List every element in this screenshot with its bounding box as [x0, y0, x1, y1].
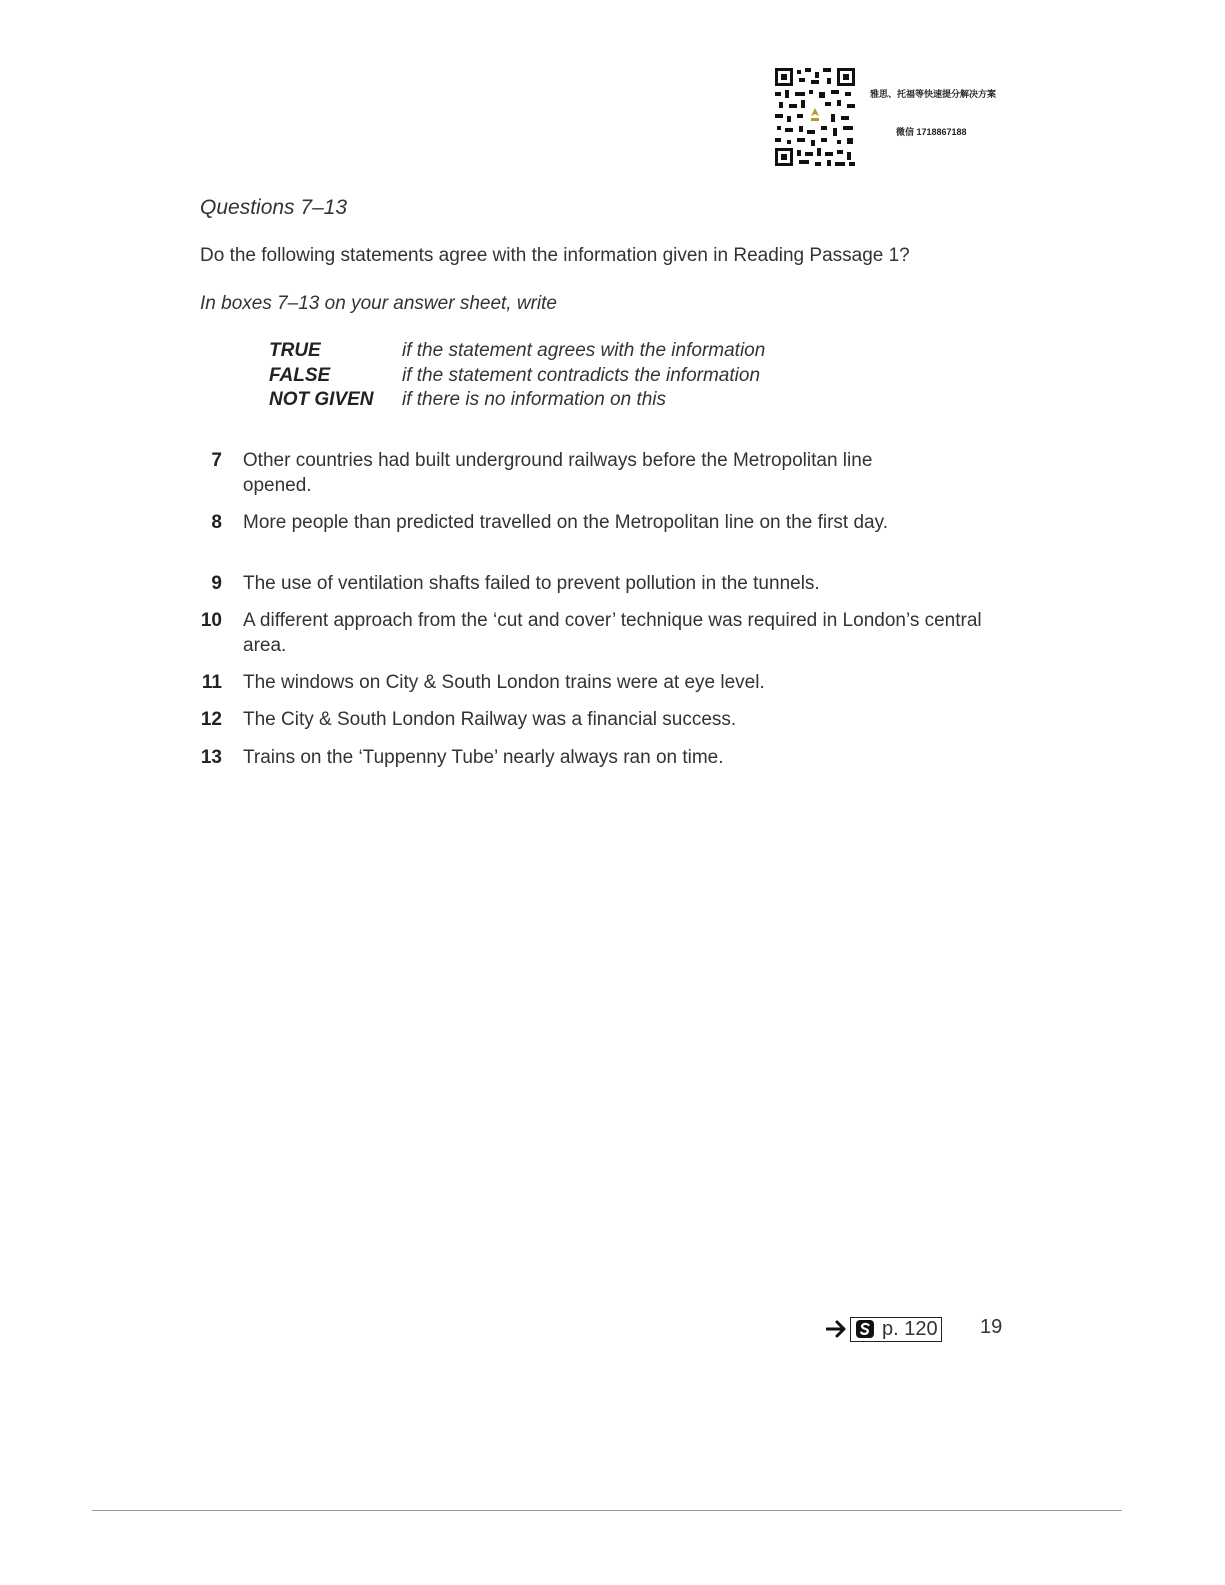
arrow-right-icon	[826, 1319, 848, 1339]
question-item	[200, 571, 1000, 596]
answer-key-row	[269, 364, 765, 389]
question-text: Trains on the ‘Tuppenny Tube’ nearly always ran on time.	[243, 747, 724, 768]
answer-key-term: FALSE	[269, 364, 331, 386]
question-text: A different approach from the ‘cut and cover’ technique was required in London’s central area.	[243, 610, 982, 656]
qr-code-icon	[775, 68, 855, 168]
question-number: 11	[201, 672, 222, 693]
instruction-text: Do the following statements agree with the information given in Reading Passage 1?	[200, 245, 910, 266]
question-text: More people than predicted travelled on the Metropolitan line on the first day.	[243, 512, 888, 533]
answer-key-definition: if the statement agrees with the information	[402, 340, 766, 362]
promo-text: 雅思、托福等快速提分解决方案	[870, 89, 997, 99]
answer-key-term: NOT GIVEN	[269, 389, 374, 411]
s-badge-icon	[856, 1320, 874, 1338]
question-item	[200, 510, 930, 535]
page-reference-text: p. 120	[882, 1317, 938, 1340]
question-number: 12	[200, 709, 222, 730]
page-reference[interactable]	[826, 1316, 942, 1342]
question-item	[200, 448, 930, 498]
footer-divider	[92, 1510, 1122, 1511]
answer-key-row	[269, 388, 765, 413]
promo-contact: 微信 1718867188	[896, 127, 967, 137]
question-item	[200, 707, 1000, 732]
answer-key-definition: if the statement contradicts the information	[402, 364, 761, 386]
question-number: 8	[211, 512, 222, 533]
question-item	[200, 608, 1000, 658]
question-number: 7	[211, 450, 222, 471]
page-number: 19	[980, 1316, 1003, 1338]
question-item	[200, 745, 1000, 770]
question-number: 9	[211, 573, 222, 594]
answer-key-row	[269, 339, 765, 364]
questions-heading: Questions 7–13	[200, 196, 348, 219]
question-number: 10	[200, 610, 222, 631]
answer-sheet-instruction: In boxes 7–13 on your answer sheet, write	[200, 293, 557, 314]
question-number: 13	[200, 747, 222, 768]
question-text: The windows on City & South London trains were at eye level.	[243, 672, 765, 693]
answer-key-table	[269, 339, 765, 413]
question-item	[200, 670, 1000, 695]
answer-key-definition: if there is no information on this	[402, 389, 667, 411]
page-reference-box[interactable]	[850, 1317, 942, 1342]
question-text: The City & South London Railway was a financial success.	[243, 709, 737, 730]
qr-code-block	[775, 68, 855, 168]
answer-key-term: TRUE	[269, 340, 321, 362]
question-text: Other countries had built underground railways before the Metropolitan line opened.	[242, 450, 873, 496]
question-text: The use of ventilation shafts failed to prevent pollution in the tunnels.	[243, 573, 820, 594]
